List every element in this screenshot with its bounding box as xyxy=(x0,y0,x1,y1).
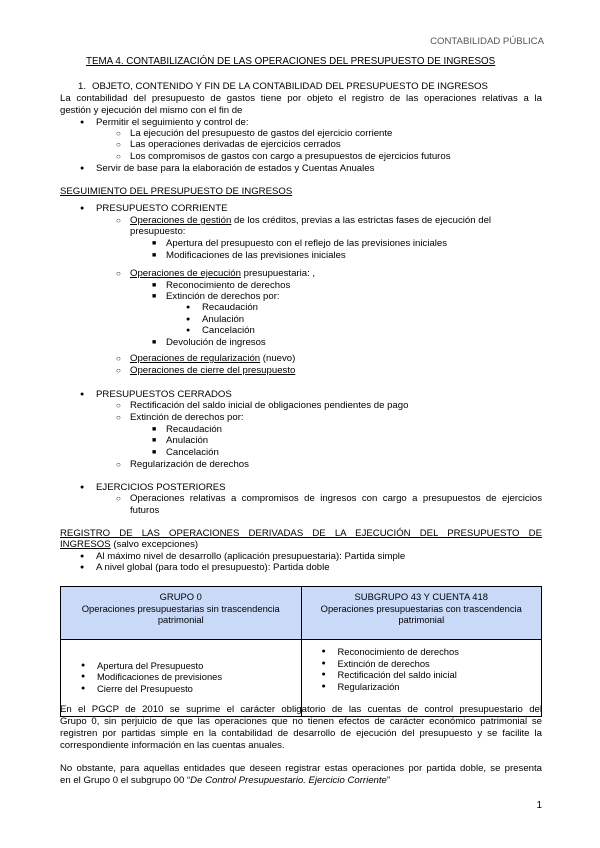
ejecucion-rest: presupuestaria: , xyxy=(240,268,316,279)
page-number: 1 xyxy=(536,800,542,811)
closing-p2-italic: De Control Presupuestario. Ejercicio Corriente xyxy=(190,775,387,786)
col2-item: ● Rectificación del saldo inicial xyxy=(338,669,534,681)
col1-sub: Operaciones presupuestarias sin trascendencia patrimonial xyxy=(81,602,280,625)
closing-p2-line-1: No obstante, para aquellas entidades que deseen registrar estas operaciones por partida doble, se presenta xyxy=(60,763,542,774)
col2-title: SUBGRUPO 43 Y CUENTA 418 xyxy=(354,591,488,602)
cerrados-item-1: ○ Rectificación del saldo inicial de obligaciones pendientes de pago xyxy=(130,400,408,412)
page-title: TEMA 4. CONTABILIZACIÓN DE LAS OPERACIONES DEL PRESUPUESTO DE INGRESOS xyxy=(86,56,496,67)
regularizacion-label: Operaciones de regularización xyxy=(130,353,261,364)
cerrados-extincion-3: ■ Cancelación xyxy=(166,447,219,459)
ejecucion-label: Operaciones de ejecución xyxy=(130,268,241,279)
col1-item: ● Modificaciones de previsiones xyxy=(97,671,293,683)
closing-p1-line-4: correspondiente información en las cuentas anuales. xyxy=(60,740,285,751)
section-heading-objeto xyxy=(92,81,488,93)
grupo-table xyxy=(60,586,542,717)
registro-heading-line-1: REGISTRO DE LAS OPERACIONES DERIVADAS DE LA EJECUCIÓN DEL PRESUPUESTO DE xyxy=(60,528,542,539)
registro-heading-suffix: (salvo excepciones) xyxy=(110,539,199,550)
running-header: CONTABILIDAD PÚBLICA xyxy=(430,36,544,47)
operaciones-ejecucion xyxy=(130,268,315,280)
closing-p2-suffix: ” xyxy=(386,775,391,786)
registro-heading-line-2 xyxy=(60,539,198,551)
col1-item: ● Apertura del Presupuesto xyxy=(97,660,293,672)
posteriores-item-line-2: futuros xyxy=(130,505,160,516)
bullet-servir: ● Servir de base para la elaboración de estados y Cuentas Anuales xyxy=(96,163,374,175)
sub-item-2: ○ Las operaciones derivadas de ejercicios cerrados xyxy=(130,139,341,151)
closing-p2-line-2 xyxy=(60,775,390,787)
closing-p1-line-2: Grupo 0, sin perjuicio de que las operaciones que no tienen efectos de carácter económico patrimonial se xyxy=(60,716,542,727)
section-heading-text: OBJETO, CONTENIDO Y FIN DE LA CONTABILIDAD DEL PRESUPUESTO DE INGRESOS xyxy=(92,81,488,92)
col1-title: GRUPO 0 xyxy=(159,591,202,602)
section-heading-seguimiento: SEGUIMIENTO DEL PRESUPUESTO DE INGRESOS xyxy=(60,186,293,197)
cerrados-item-2: ○ Extinción de derechos por: xyxy=(130,412,244,424)
col2-item: ● Regularización xyxy=(338,681,534,693)
gestion-rest: de los créditos, previas a las estrictas fases de ejecución del xyxy=(231,215,492,226)
closing-p2-prefix: en el Grupo 0 el subgrupo 00 “ xyxy=(60,775,191,786)
closing-p1-line-1: En el PGCP de 2010 se suprime el carácter obligatorio de las cuentas de control presupuestario del xyxy=(60,704,542,715)
table-header-subgrupo43 xyxy=(301,587,542,640)
cerrados-extincion-2: ■ Anulación xyxy=(166,435,208,447)
operaciones-cierre: ○ Operaciones de cierre del presupuesto xyxy=(130,365,295,377)
extincion-item-1: ● Recaudación xyxy=(202,302,258,314)
col2-sub: Operaciones presupuestarias con trascendencia patrimonial xyxy=(320,602,522,625)
extincion-item-3: ● Cancelación xyxy=(202,325,255,337)
col2-item: ● Reconocimiento de derechos xyxy=(338,646,534,658)
presupuesto-corriente: ● PRESUPUESTO CORRIENTE xyxy=(96,203,228,215)
cerrados-extincion-1: ■ Recaudación xyxy=(166,424,222,436)
gestion-item-1: ■ Apertura del presupuesto con el reflejo de las previsiones iniciales xyxy=(166,238,447,250)
col1-item: ● Cierre del Presupuesto xyxy=(97,683,293,695)
gestion-line-2: presupuesto: xyxy=(130,226,186,237)
presupuestos-cerrados: ● PRESUPUESTOS CERRADOS xyxy=(96,389,232,401)
cerrados-regularizacion: ○ Regularización de derechos xyxy=(130,459,249,471)
registro-heading-ingresos: INGRESOS xyxy=(60,539,111,550)
devolucion-ingresos: ■ Devolución de ingresos xyxy=(166,337,266,349)
operaciones-gestion xyxy=(130,215,542,227)
ejecucion-item-2: ■ Extinción de derechos por: xyxy=(166,291,280,303)
sub-item-3: ○ Los compromisos de gastos con cargo a presupuestos de ejercicios futuros xyxy=(130,151,451,163)
intro-line-2: gestión y ejecución del mismo con el fin de xyxy=(60,105,243,116)
closing-p1-line-3: registren por partidas simple en la contabilidad de desarrollo de ejecución del presupuesto y se facilite la xyxy=(60,728,542,739)
gestion-item-2: ■ Modificaciones de las previsiones iniciales xyxy=(166,250,346,262)
registro-item-2: ● A nivel global (para todo el presupuesto): Partida doble xyxy=(96,562,330,574)
regularizacion-rest: (nuevo) xyxy=(260,353,296,364)
intro-line-1: La contabilidad del presupuesto de gastos tiene por objeto el registro de las operaciones relativas a la xyxy=(60,93,542,104)
ejecucion-item-1: ■ Reconocimiento de derechos xyxy=(166,280,290,292)
posteriores-item-line-1: ○ Operaciones relativas a compromisos de ingresos con cargo a presupuestos de ejercicios xyxy=(130,493,542,505)
ejercicios-posteriores: ● EJERCICIOS POSTERIORES xyxy=(96,482,226,494)
col2-item: ● Extinción de derechos xyxy=(338,658,534,670)
bullet-permitir: ● Permitir el seguimiento y control de: xyxy=(96,117,249,129)
table-header-grupo0 xyxy=(61,587,302,640)
gestion-label: Operaciones de gestión xyxy=(130,215,232,226)
extincion-item-2: ● Anulación xyxy=(202,314,244,326)
sub-item-1: ○ La ejecución del presupuesto de gastos del ejercicio corriente xyxy=(130,128,392,140)
operaciones-regularizacion xyxy=(130,353,295,365)
registro-item-1: ● Al máximo nivel de desarrollo (aplicación presupuestaria): Partida simple xyxy=(96,551,405,563)
